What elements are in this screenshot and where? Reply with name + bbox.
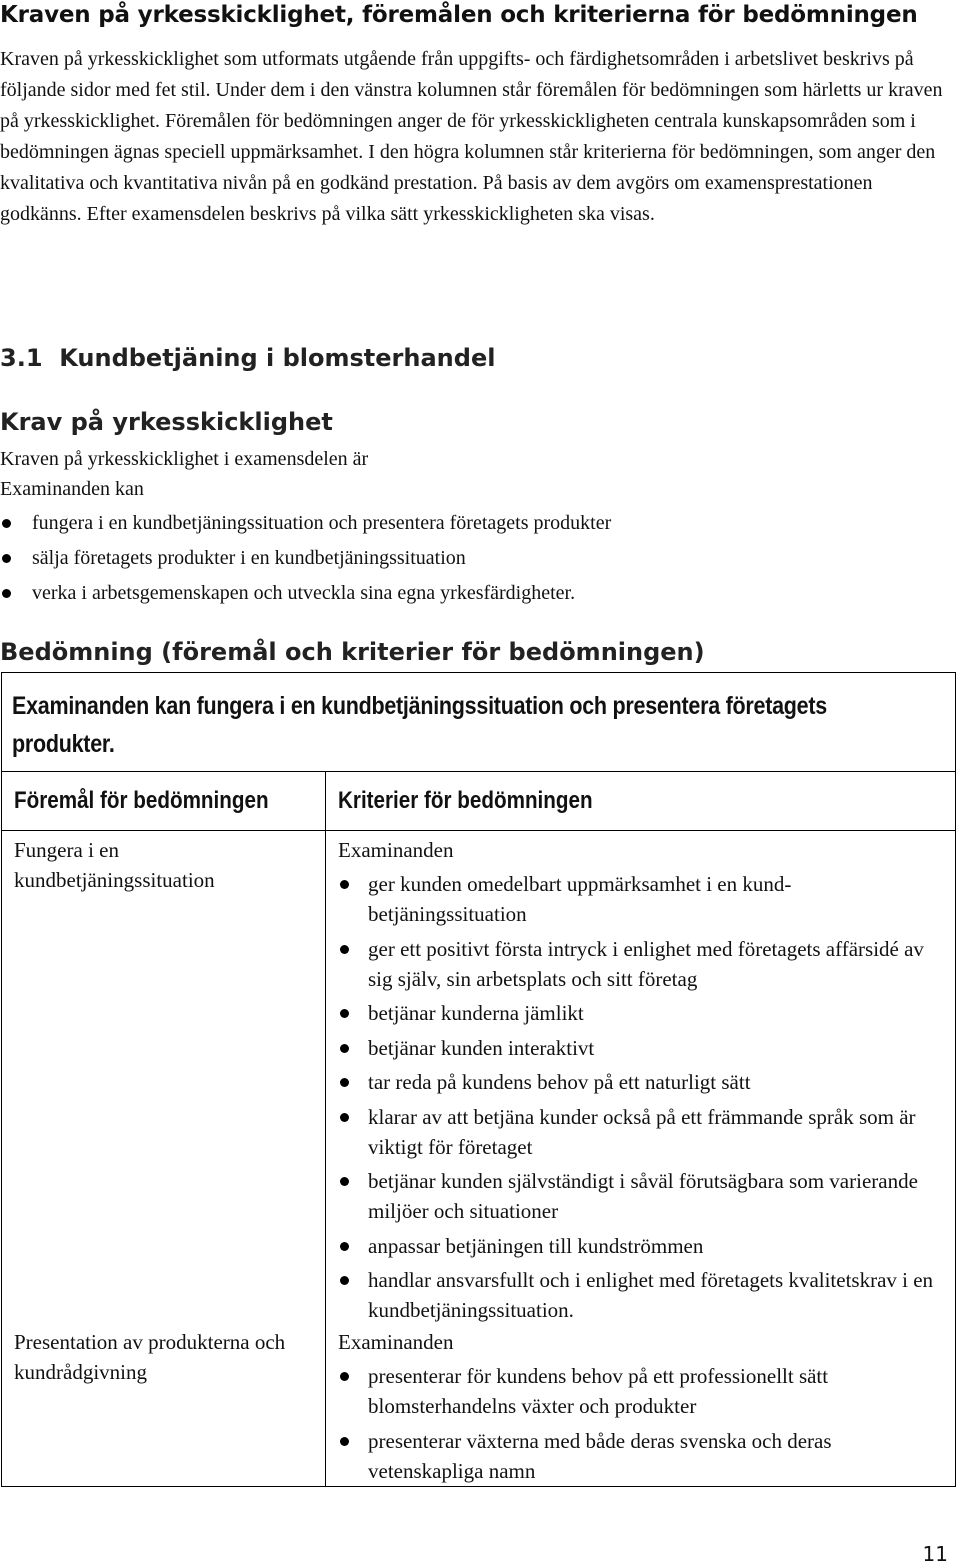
list-item: verka i arbetsgemenskapen och utveckla sina egna yrkesfärdigheter. xyxy=(0,578,611,613)
list-item: anpassar betjäningen till kundströmmen xyxy=(338,1231,948,1261)
page-number: 11 xyxy=(922,1542,948,1566)
table-title: Examinanden kan fungera i en kundbetjäningssituation och presentera företagets produkter. xyxy=(12,692,827,758)
bullet-icon xyxy=(340,945,349,954)
row-criteria-intro-1: Examinanden xyxy=(338,838,454,862)
list-item: fungera i en kundbetjäningssituation och presentera företagets produkter xyxy=(0,508,611,543)
section-heading: 3.1 Kundbetjäning i blomsterhandel xyxy=(0,344,496,372)
bedomning-heading: Bedömning (föremål och kriterier för bedömningen) xyxy=(0,638,705,666)
table-divider xyxy=(2,830,955,831)
list-item: presenterar för kundens behov på ett professionellt sätt blomsterhandelns växter och produkter xyxy=(338,1361,948,1421)
list-item: handlar ansvarsfullt och i enlighet med företagets kvalitetskrav i en kundbetjäningssituation. xyxy=(338,1265,948,1325)
bullet-icon xyxy=(340,1177,349,1186)
list-item: klarar av att betjäna kunder också på ett främmande språk som är viktigt för företaget xyxy=(338,1102,948,1162)
list-item: betjänar kunden interaktivt xyxy=(338,1033,948,1063)
krav-line-1: Kraven på yrkesskicklighet i examensdelen är xyxy=(0,448,369,470)
bullet-icon xyxy=(340,1372,349,1381)
bullet-icon xyxy=(2,519,11,528)
criteria-list-2 xyxy=(338,1361,948,1490)
bullet-icon xyxy=(2,554,11,563)
list-item: ger kunden omedelbart uppmärksamhet i en kund-betjäningssituation xyxy=(338,869,948,929)
bullet-icon xyxy=(340,1044,349,1053)
list-item: presenterar växterna med både deras svenska och deras vetenskapliga namn xyxy=(338,1426,948,1486)
krav-intro xyxy=(0,444,368,504)
column-divider xyxy=(325,771,326,1486)
row-object-1: Fungera i en kundbetjäningssituation xyxy=(14,838,215,892)
krav-line-2: Examinanden kan xyxy=(0,478,144,500)
bullet-icon xyxy=(340,1009,349,1018)
list-item: sälja företagets produkter i en kundbetjäningssituation xyxy=(0,543,611,578)
list-item: ger ett positivt första intryck i enlighet med företagets affärsidé av sig själv, sin arbetsplats och sitt företag xyxy=(338,934,948,994)
bullet-icon xyxy=(340,1276,349,1285)
krav-list xyxy=(0,508,611,613)
bullet-icon xyxy=(340,1437,349,1446)
row-criteria-intro-2: Examinanden xyxy=(338,1330,454,1354)
list-item: betjänar kunden självständigt i såväl förutsägbara som varierande miljöer och situationer xyxy=(338,1166,948,1226)
bullet-icon xyxy=(340,1113,349,1122)
column-header-criteria: Kriterier för bedömningen xyxy=(338,787,593,814)
krav-heading: Krav på yrkesskicklighet xyxy=(0,408,333,436)
page-heading: Kraven på yrkesskicklighet, föremålen och kriterierna för bedömningen xyxy=(0,2,918,28)
table-divider xyxy=(2,771,955,772)
bullet-icon xyxy=(340,1078,349,1087)
bullet-icon xyxy=(2,589,11,598)
column-header-objects: Föremål för bedömningen xyxy=(14,787,269,814)
bullet-icon xyxy=(340,1242,349,1251)
intro-paragraph: Kraven på yrkesskicklighet som utformats utgående från uppgifts- och färdighetsområden i arbetslivet beskrivs på följande sidor med fet stil. Under dem i den vänstra kolumnen står föremålen för bedömningen som härletts ur kraven på yrkesskicklighet. Föremålen för bedömningen anger de för yrkesskickligheten centrala kunskapsområden som i bedömningen ägnas speciell uppmärksamhet. I den högra kolumnen står kriterierna för bedömningen, som anger den kvalitativa och kvantitativa nivån på en godkänd prestation. På basis av dem avgörs om examensprestationen godkänns. Efter examensdelen beskrivs på vilka sätt yrkesskickligheten ska visas. xyxy=(0,48,943,225)
bullet-icon xyxy=(340,880,349,889)
criteria-list-1 xyxy=(338,869,948,1330)
row-object-2: Presentation av produkterna och kundrådgivning xyxy=(14,1330,286,1384)
assessment-table xyxy=(1,672,956,1487)
list-item: tar reda på kundens behov på ett naturligt sätt xyxy=(338,1067,948,1097)
list-item: betjänar kunderna jämlikt xyxy=(338,998,948,1028)
